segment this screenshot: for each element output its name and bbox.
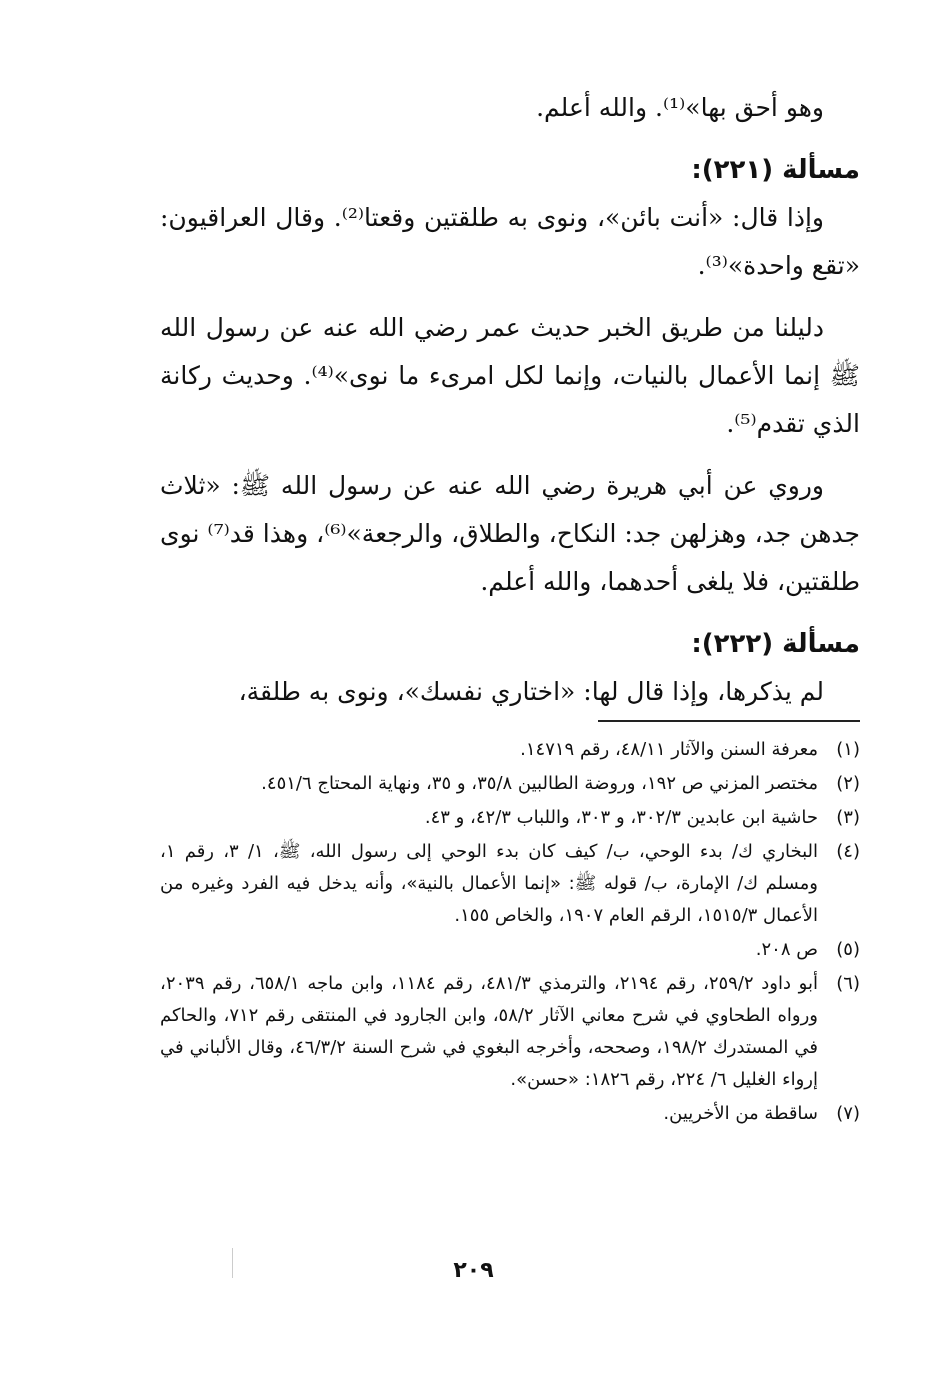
footnote <box>160 968 860 1096</box>
masala-221-paragraph-3: وروي عن أبي هريرة رضي الله عنه عن رسول الله ﷺ: «ثلاث جدهن جد، وهزلهن جد: النكاح، والطلاق، والرجعة»⁽⁶⁾، وهذا قد⁽⁷⁾ نوى طلقتين، فلا يلغى أحدهما، والله أعلم. <box>160 471 861 596</box>
footnote <box>160 934 860 966</box>
footnote-text: ساقطة من الأخريين. <box>663 1103 818 1124</box>
footnote-number: (١) <box>836 739 860 760</box>
main-text <box>160 84 860 730</box>
masala-221-heading: مسألة (٢٢١): <box>691 155 860 185</box>
footnote <box>160 802 860 834</box>
footnote <box>160 734 860 766</box>
footnote-text: مختصر المزني ص ١٩٢، وروضة الطالبين ٣٥/٨، و ٣٥، ونهاية المحتاج ٤٥١/٦. <box>261 773 818 794</box>
footnote-text: معرفة السنن والآثار ٤٨/١١، رقم ١٤٧١٩. <box>520 739 818 760</box>
footnote-number: (٦) <box>836 973 860 994</box>
footnote-separator <box>598 720 860 722</box>
footnote-number: (٤) <box>836 841 860 862</box>
footnote-number: (٣) <box>836 807 860 828</box>
page-number: ٢٠٩ <box>453 1258 494 1283</box>
footnote-text: حاشية ابن عابدين ٣٠٢/٣، و ٣٠٣، واللباب ٤٢/٣، و ٤٣. <box>424 807 818 828</box>
masala-221-paragraph-1: وإذا قال: «أنت بائن»، ونوى به طلقتين وقعتا⁽²⁾. وقال العراقيون: «تقع واحدة»⁽³⁾. <box>160 203 860 280</box>
footnote <box>160 1098 860 1130</box>
masala-222-heading: مسألة (٢٢٢): <box>691 629 860 659</box>
masala-222-paragraph-1: لم يذكرها، وإذا قال لها: «اختاري نفسك»، ونوى به طلقة، <box>238 677 824 706</box>
footnote-text: البخاري ك/ بدء الوحي، ب/ كيف كان بدء الوحي إلى رسول الله، ﷺ، ١/ ٣، رقم ١، ومسلم ك/ الإمارة، ب/ قوله ﷺ: «إنما الأعمال بالنية»، وأنه يدخل فيه الفرد وغيره من الأعمال ١٥١٥/٣، الرقم العام ١٩٠٧، والخاص ١٥٥. <box>160 841 818 926</box>
intro-paragraph: وهو أحق بها»⁽¹⁾. والله أعلم. <box>536 93 824 122</box>
footnote <box>160 836 860 932</box>
footnote-text: أبو داود ٢٥٩/٢، رقم ٢١٩٤، والترمذي ٤٨١/٣، رقم ١١٨٤، وابن ماجه ٦٥٨/١، رقم ٢٠٣٩، ورواه الطحاوي في شرح معاني الآثار ٥٨/٢، وابن الجارود في المنتقى رقم ٧١٢، والحاكم في المستدرك ١٩٨/٢، وصححه، وأخرجه البغوي في شرح السنة ٤٦/٣/٢، وقال الألباني في إرواء الغليل ٦/ ٢٢٤، رقم ١٨٢٦: «حسن». <box>160 973 818 1090</box>
footnotes <box>160 734 860 1132</box>
masala-221-paragraph-2: دليلنا من طريق الخبر حديث عمر رضي الله عنه عن رسول الله ﷺ إنما الأعمال بالنيات، وإنما لكل امرىء ما نوى»⁽⁴⁾. وحديث ركانة الذي تقدم⁽⁵⁾. <box>160 313 860 438</box>
footnote-text: ص ٢٠٨. <box>755 939 818 960</box>
footnote-number: (٢) <box>836 773 860 794</box>
footnote-number: (٧) <box>836 1103 860 1124</box>
footnote <box>160 768 860 800</box>
footnote-number: (٥) <box>836 939 860 960</box>
